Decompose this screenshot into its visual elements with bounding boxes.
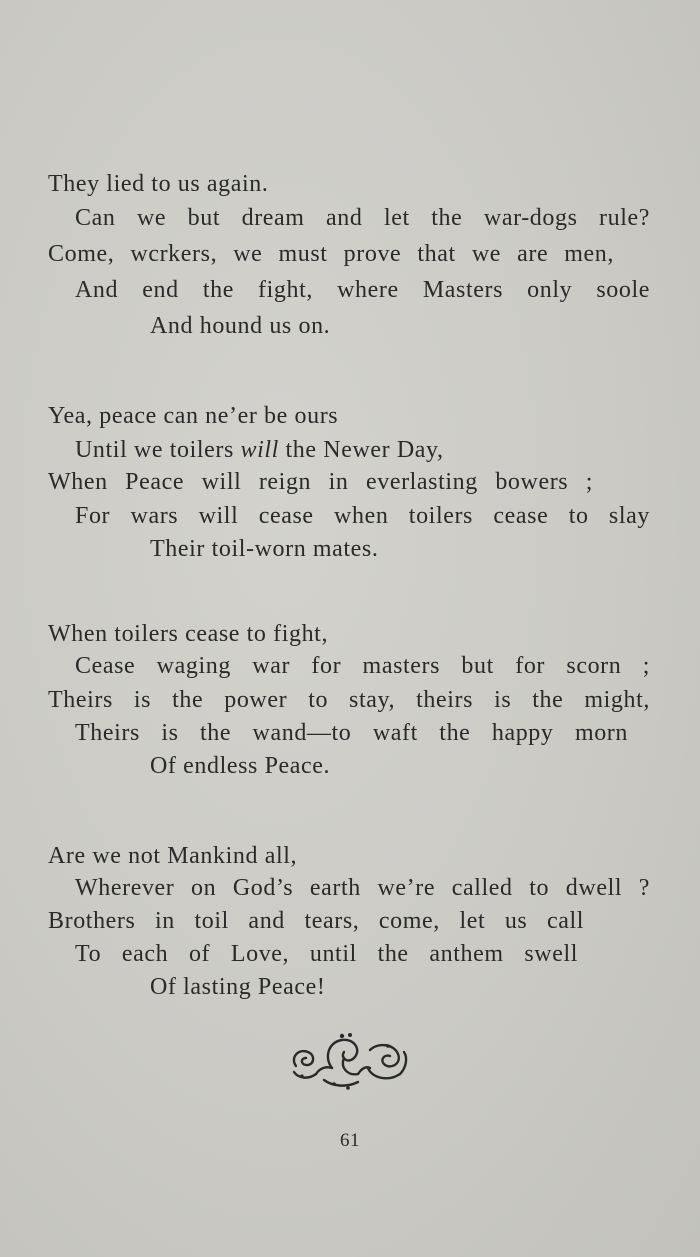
poem-line: Brothers in toil and tears, come, let us call <box>48 908 584 934</box>
poem-line: Of endless Peace. <box>150 753 331 779</box>
poem-line: And end the fight, where Masters only soole <box>75 277 650 303</box>
poem-line: Yea, peace can ne’er be ours <box>48 403 339 429</box>
poem-line: Theirs is the power to stay, theirs is the might, <box>48 687 650 713</box>
poem-line: When Peace will reign in everlasting bowers ; <box>48 469 593 495</box>
poem-line: Theirs is the wand—to waft the happy morn <box>75 720 628 746</box>
floral-ornament-icon <box>288 1028 412 1094</box>
poem-line: They lied to us again. <box>48 171 269 197</box>
poem-line-text: Until we toilers <box>75 437 241 463</box>
poem-line: Are we not Mankind all, <box>48 843 298 869</box>
poem-line: And hound us on. <box>150 313 331 339</box>
page-number: 61 <box>340 1130 360 1151</box>
poem-line: For wars will cease when toilers cease to slay <box>75 503 650 529</box>
poem-line-text: the Newer Day, <box>278 437 444 463</box>
poem-line: To each of Love, until the anthem swell <box>75 941 578 967</box>
poem-line: Can we but dream and let the war-dogs rule? <box>75 205 650 231</box>
poem-line: Wherever on God’s earth we’re called to dwell ? <box>75 875 650 901</box>
poem-line: When toilers cease to fight, <box>48 621 329 647</box>
poem-line: Come, wcrkers, we must prove that we are men, <box>48 241 614 267</box>
emphasized-word: will <box>240 437 279 463</box>
poem-line <box>75 433 444 467</box>
poem-line: Cease waging war for masters but for scorn ; <box>75 653 650 679</box>
poem-line: Their toil-worn mates. <box>150 536 379 562</box>
poem-line: Of lasting Peace! <box>150 974 326 1000</box>
